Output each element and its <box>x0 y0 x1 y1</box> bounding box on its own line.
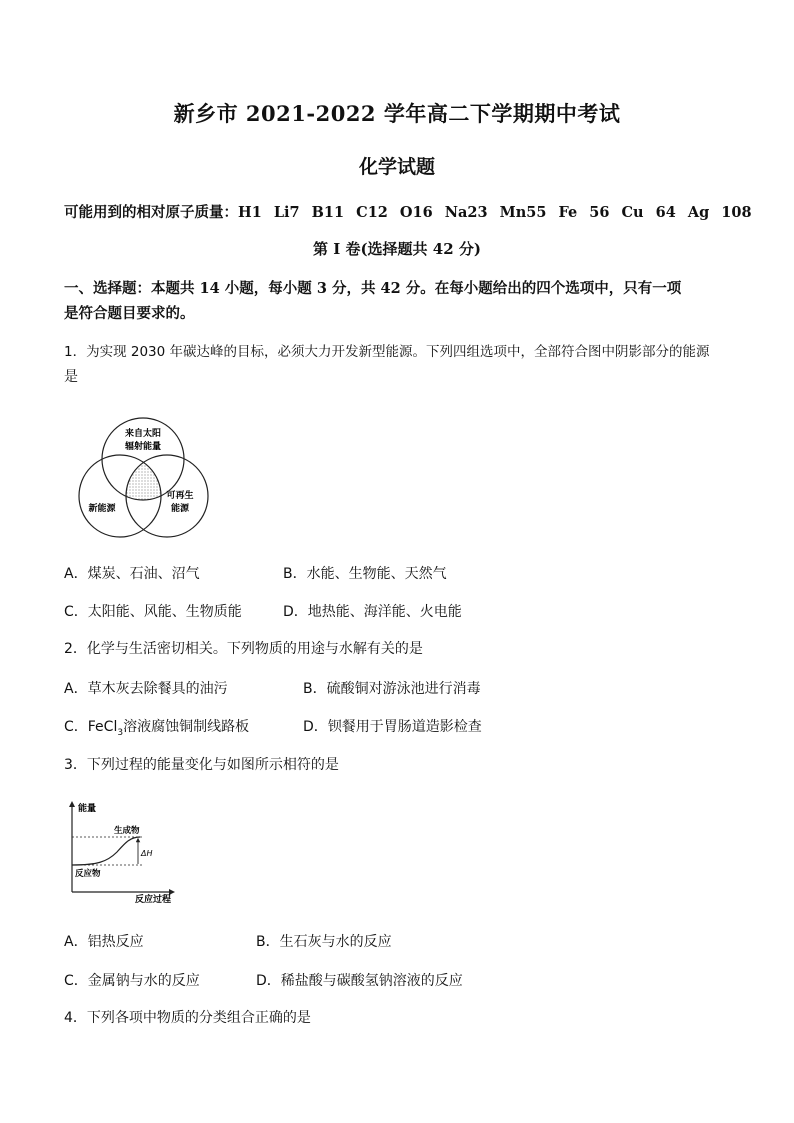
q3-option-d[interactable]: D．稀盐酸与碳酸氢钠溶液的反应 <box>256 973 463 989</box>
q3-option-c[interactable]: C．金属钠与水的反应 <box>64 973 200 989</box>
section-instructions-line2: 是符合题目要求的。 <box>64 305 195 322</box>
venn-label-new: 新能源 <box>88 504 116 514</box>
venn-label-renewable-2: 能源 <box>170 504 190 514</box>
q3-option-a[interactable]: A．铝热反应 <box>64 934 144 950</box>
exam-subject: 化学试题 <box>358 156 435 178</box>
q1-option-b[interactable]: B．水能、生物能、天然气 <box>283 566 447 582</box>
venn-label-solar-1: 来自太阳 <box>124 429 162 439</box>
q1-option-a[interactable]: A．煤炭、石油、沼气 <box>64 566 200 582</box>
q1-option-c[interactable]: C．太阳能、风能、生物质能 <box>64 604 242 620</box>
venn-label-solar-2: 辐射能量 <box>124 442 162 452</box>
reactant-label: 反应物 <box>75 869 101 879</box>
exam-title: 新乡市 2021-2022 学年高二下学期期中考试 <box>173 101 621 126</box>
q4-stem: 4．下列各项中物质的分类组合正确的是 <box>64 1010 311 1026</box>
q2-stem: 2．化学与生活密切相关。下列物质的用途与水解有关的是 <box>64 641 423 657</box>
q2-option-c-subscript: 3 <box>117 727 124 738</box>
q2-option-d[interactable]: D．钡餐用于胃肠道造影检查 <box>303 719 482 735</box>
venn-diagram <box>72 414 212 539</box>
product-label: 生成物 <box>114 826 140 836</box>
energy-axis-y-label: 能量 <box>78 804 97 814</box>
q1-stem-line1: 1．为实现 2030 年碳达峰的目标，必须大力开发新型能源。下列四组选项中，全部符合图中阴影部分的能源 <box>64 344 710 360</box>
q2-option-c-prefix: C．FeCl <box>64 719 118 735</box>
q2-option-c[interactable] <box>64 716 249 738</box>
q2-option-a[interactable]: A．草木灰去除餐具的油污 <box>64 681 228 697</box>
q3-option-b[interactable]: B．生石灰与水的反应 <box>256 934 392 950</box>
atomic-masses: 可能用到的相对原子质量：H1 Li7 B11 C12 O16 Na23 Mn55 Fe 56 Cu 64 Ag 108 <box>64 204 752 221</box>
section-instructions-line1: 一、选择题：本题共 14 小题，每小题 3 分，共 42 分。在每小题给出的四个选项中，只有一项 <box>64 280 682 297</box>
delta-h-label: ΔH <box>141 849 153 858</box>
q2-option-c-suffix: 溶液腐蚀铜制线路板 <box>123 719 250 735</box>
q2-option-b[interactable]: B．硫酸铜对游泳池进行消毒 <box>303 681 481 697</box>
q1-stem-line2: 是 <box>64 369 78 385</box>
venn-label-renewable-1: 可再生 <box>166 491 194 501</box>
q1-option-d[interactable]: D．地热能、海洋能、火电能 <box>283 604 462 620</box>
q3-stem: 3．下列过程的能量变化与如图所示相符的是 <box>64 757 339 773</box>
energy-curve <box>72 837 140 865</box>
energy-axis-x-label: 反应过程 <box>135 895 172 904</box>
energy-diagram <box>62 800 182 904</box>
volume-heading: 第 I 卷(选择题共 42 分) <box>313 240 481 258</box>
